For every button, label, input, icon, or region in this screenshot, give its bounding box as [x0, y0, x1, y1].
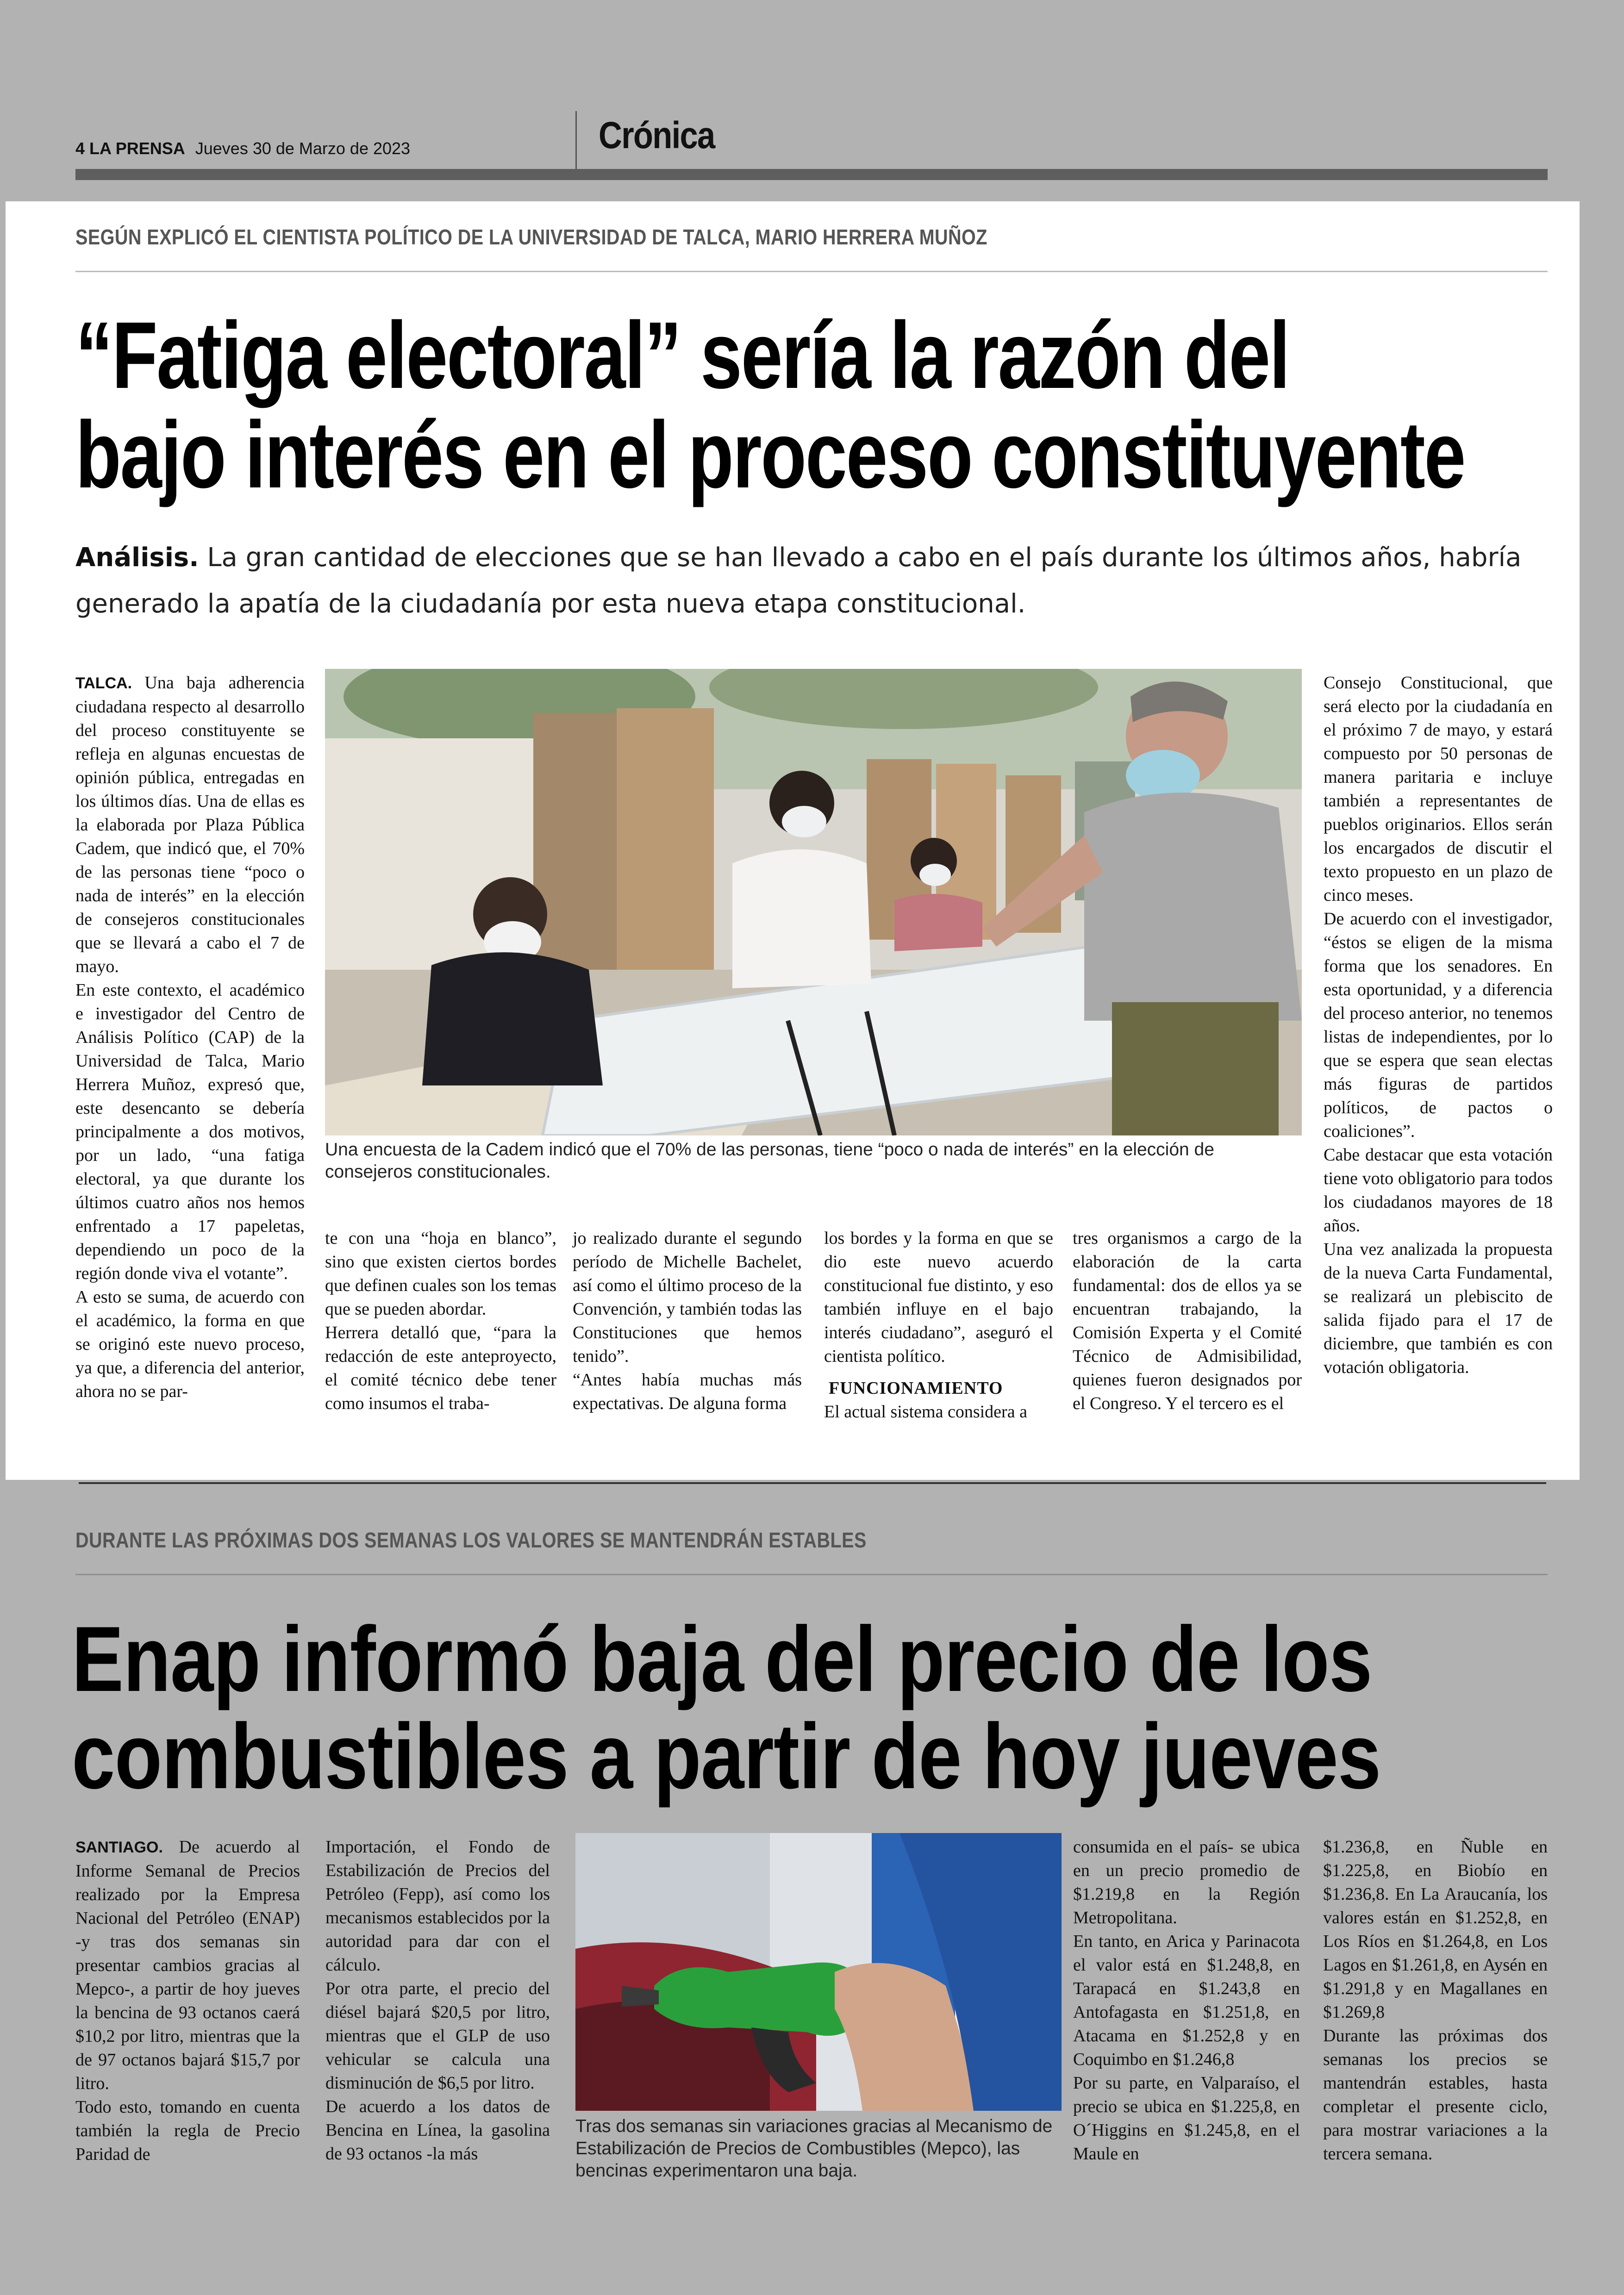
paragraph: Durante las próximas dos semanas los precios se mantendrán estables, hasta completar el presente ciclo, para mostrar variaciones a la tercera semana. [1323, 2026, 1548, 2164]
paragraph: Cabe destacar que esta votación tiene voto obligatorio para todos los ciudadanos mayores de 18 años. [1324, 1145, 1553, 1235]
section-title: Crónica [599, 114, 715, 156]
paragraph: De acuerdo con el investigador, “éstos se eligen de la misma forma que los senadores. En esta oportunidad, y a diferencia del proceso anterior, no tenemos listas de independientes, por lo que se espera que sean electas más figuras de partidos políticos, de pactos o coaliciones”. [1324, 909, 1553, 1141]
article1-column-3 [573, 1227, 802, 1416]
paragraph: Todo esto, tomando en cuenta también la regla de Precio Paridad de [75, 2097, 300, 2164]
paragraph: consumida en el país- se ubica en un precio promedio de $1.219,8 en la Región Metropolitana. [1073, 1837, 1300, 1927]
article1-headline-line2: bajo interés en el proceso constituyente [75, 402, 1465, 508]
paragraph: jo realizado durante el segundo período de Michelle Bachelet, así como el último proceso de la Convención, y también todas las Constituciones que hemos tenido”. [573, 1229, 802, 1366]
article1-deck [75, 535, 1548, 627]
article2-column-3 [1073, 1835, 1300, 2166]
article2-headline-line1: Enap informó baja del precio de los [72, 1608, 1372, 1711]
subhead-funcionamiento: FUNCIONAMIENTO [829, 1378, 1003, 1398]
paragraph: En tanto, en Arica y Parinacota el valor está en $1.248,8, en Tarapacá en $1.243,8 en Antofagasta en $1.251,8, en Atacama en $1.252,8 y en Coquimbo en $1.246,8 [1073, 1932, 1300, 2069]
paragraph: los bordes y la forma en que se dio este nuevo acuerdo constitucional fue distinto, y eso también influye en el bajo interés ciudadano”, aseguró el cientista político. [824, 1229, 1053, 1366]
voting-scene-photo [325, 669, 1302, 1135]
paragraph: Por otra parte, el precio del diésel bajará $20,5 por litro, mientras que el GLP de uso vehicular se calcula una disminución de $6,5 por litro. [325, 1979, 550, 2093]
paragraph: Una baja adherencia ciudadana respecto al desarrollo del proceso constituyente se refleja en algunas encuestas de opinión pública, entregadas en los últimos días. Una de ellas es la elaborada por Plaza Pública Cadem, que indicó que, el 70% de las personas tiene “poco o nada de interés” en la elección de consejeros constitucionales que se llevará a cabo el 7 de mayo. [75, 673, 305, 976]
deck-text: La gran cantidad de elecciones que se han llevado a cabo en el país durante los últimos años, habría generado la apatía de la ciudadanía por esta nueva etapa constitucional. [75, 543, 1522, 619]
article2-kicker-rule [75, 1574, 1548, 1575]
article2-headline-line2: combustibles a partir de hoy jueves [72, 1705, 1381, 1808]
paragraph: Una vez analizada la propuesta de la nueva Carta Fundamental, se realizará un plebiscito de salida fijado para el 17 de diciembre, que también es con votación obligatoria. [1324, 1240, 1553, 1377]
paragraph: Consejo Constitucional, que será electo por la ciudadanía en el próximo 7 de mayo, y estará compuesto por 50 personas de manera paritaria e incluye también a representantes de pueblos originarios. Ellos serán los encargados de discutir el texto propuesto en un plazo de cinco meses. [1324, 673, 1553, 905]
paragraph: A esto se suma, de acuerdo con el académico, la forma en que se originó este nuevo proceso, ya que, a diferencia del anterior, ahora no se par- [75, 1287, 305, 1401]
article1-kicker-rule [75, 271, 1548, 272]
deck-lead: Análisis. [75, 543, 199, 573]
fuel-nozzle-photo [575, 1833, 1062, 2111]
page-number: 4 [75, 139, 85, 158]
paragraph: En este contexto, el académico e investigador del Centro de Análisis Político (CAP) de la Universidad de Talca, Mario Herrera Muñoz, expresó que, este desencanto se debería principalmente a dos motivos, por un lado, “una fatiga electoral, ya que durante los últimos cuatro años nos hemos enfrentado a 17 papeletas, dependiendo un poco de la región donde viva el votante”. [75, 980, 305, 1283]
masthead-bar [75, 169, 1548, 180]
paragraph: $1.236,8, en Ñuble en $1.225,8, en Biobío en $1.236,8. En La Araucanía, los valores están en $1.252,8, en Los Ríos en $1.264,8, en Los Lagos en $1.261,8, en Aysén en $1.291,8 y en Magallanes en $1.269,8 [1323, 1837, 1548, 2022]
article1-column-2 [325, 1227, 556, 1416]
article-separator [79, 1482, 1546, 1484]
paper-name: LA PRENSA [89, 139, 185, 158]
paragraph: Herrera detalló que, “para la redacción de este anteproyecto, el comité técnico debe tener como insumos el traba- [325, 1323, 556, 1413]
masthead [75, 111, 1548, 176]
masthead-divider [575, 111, 577, 169]
article1-column-5 [1073, 1227, 1302, 1416]
article2-column-2 [325, 1835, 550, 2166]
article2-column-4 [1323, 1835, 1548, 2166]
article1-column-6 [1324, 671, 1553, 1379]
paragraph: El actual sistema considera a [824, 1402, 1027, 1422]
article1-column-4 [824, 1227, 1053, 1424]
article1-photo-caption: Una encuesta de la Cadem indicó que el 70% de las personas, tiene “poco o nada de interés” en la elección de consejeros constitucionales. [325, 1140, 1214, 1182]
dateline: TALCA. [75, 674, 132, 692]
article2-kicker: DURANTE LAS PRÓXIMAS DOS SEMANAS LOS VALORES SE MANTENDRÁN ESTABLES [75, 1528, 867, 1552]
paragraph: te con una “hoja en blanco”, sino que existen ciertos bordes que definen cuales son los temas que se pueden abordar. [325, 1229, 556, 1319]
paragraph: “Antes había muchas más expectativas. De alguna forma [573, 1370, 802, 1413]
article2-column-1 [75, 1835, 300, 2166]
masthead-info [75, 139, 410, 158]
article2-photo-caption: Tras dos semanas sin variaciones gracias al Mecanismo de Estabilización de Precios de Combustibles (Mepco), las bencinas experimentaron una baja. [575, 2116, 1053, 2181]
paragraph: Importación, el Fondo de Estabilización de Precios del Petróleo (Fepp), así como los mecanismos establecidos por la autoridad para dar con el cálculo. [325, 1837, 550, 1975]
article-fatiga-electoral [6, 201, 1580, 1480]
paragraph: Por su parte, en Valparaíso, el precio se ubica en $1.225,8, en O´Higgins en $1.245,8, en el Maule en [1073, 2073, 1300, 2164]
paragraph: De acuerdo a los datos de Bencina en Línea, la gasolina de 93 octanos -la más [325, 2097, 550, 2164]
issue-date: Jueves 30 de Marzo de 2023 [195, 139, 411, 158]
article1-kicker: SEGÚN EXPLICÓ EL CIENTISTA POLÍTICO DE LA UNIVERSIDAD DE TALCA, MARIO HERRERA MUÑOZ [75, 225, 987, 249]
dateline: SANTIAGO. [75, 1839, 163, 1856]
paragraph: tres organismos a cargo de la elaboración de la carta fundamental: dos de ellos ya se encuentran trabajando, la Comisión Experta y el Comité Técnico de Admisibilidad, quienes fueron designados por el Congreso. Y el tercero es el [1073, 1229, 1302, 1413]
article1-column-1 [75, 671, 305, 1403]
paragraph: De acuerdo al Informe Semanal de Precios realizado por la Empresa Nacional del Petróleo (ENAP) -y tras dos semanas sin presentar cambios gracias al Mepco-, a partir de hoy jueves la bencina de 93 octanos caerá $10,2 por litro, mientras que la de 97 octanos bajará $15,7 por litro. [75, 1837, 300, 2093]
article1-headline-line1: “Fatiga electoral” sería la razón del [75, 302, 1289, 408]
